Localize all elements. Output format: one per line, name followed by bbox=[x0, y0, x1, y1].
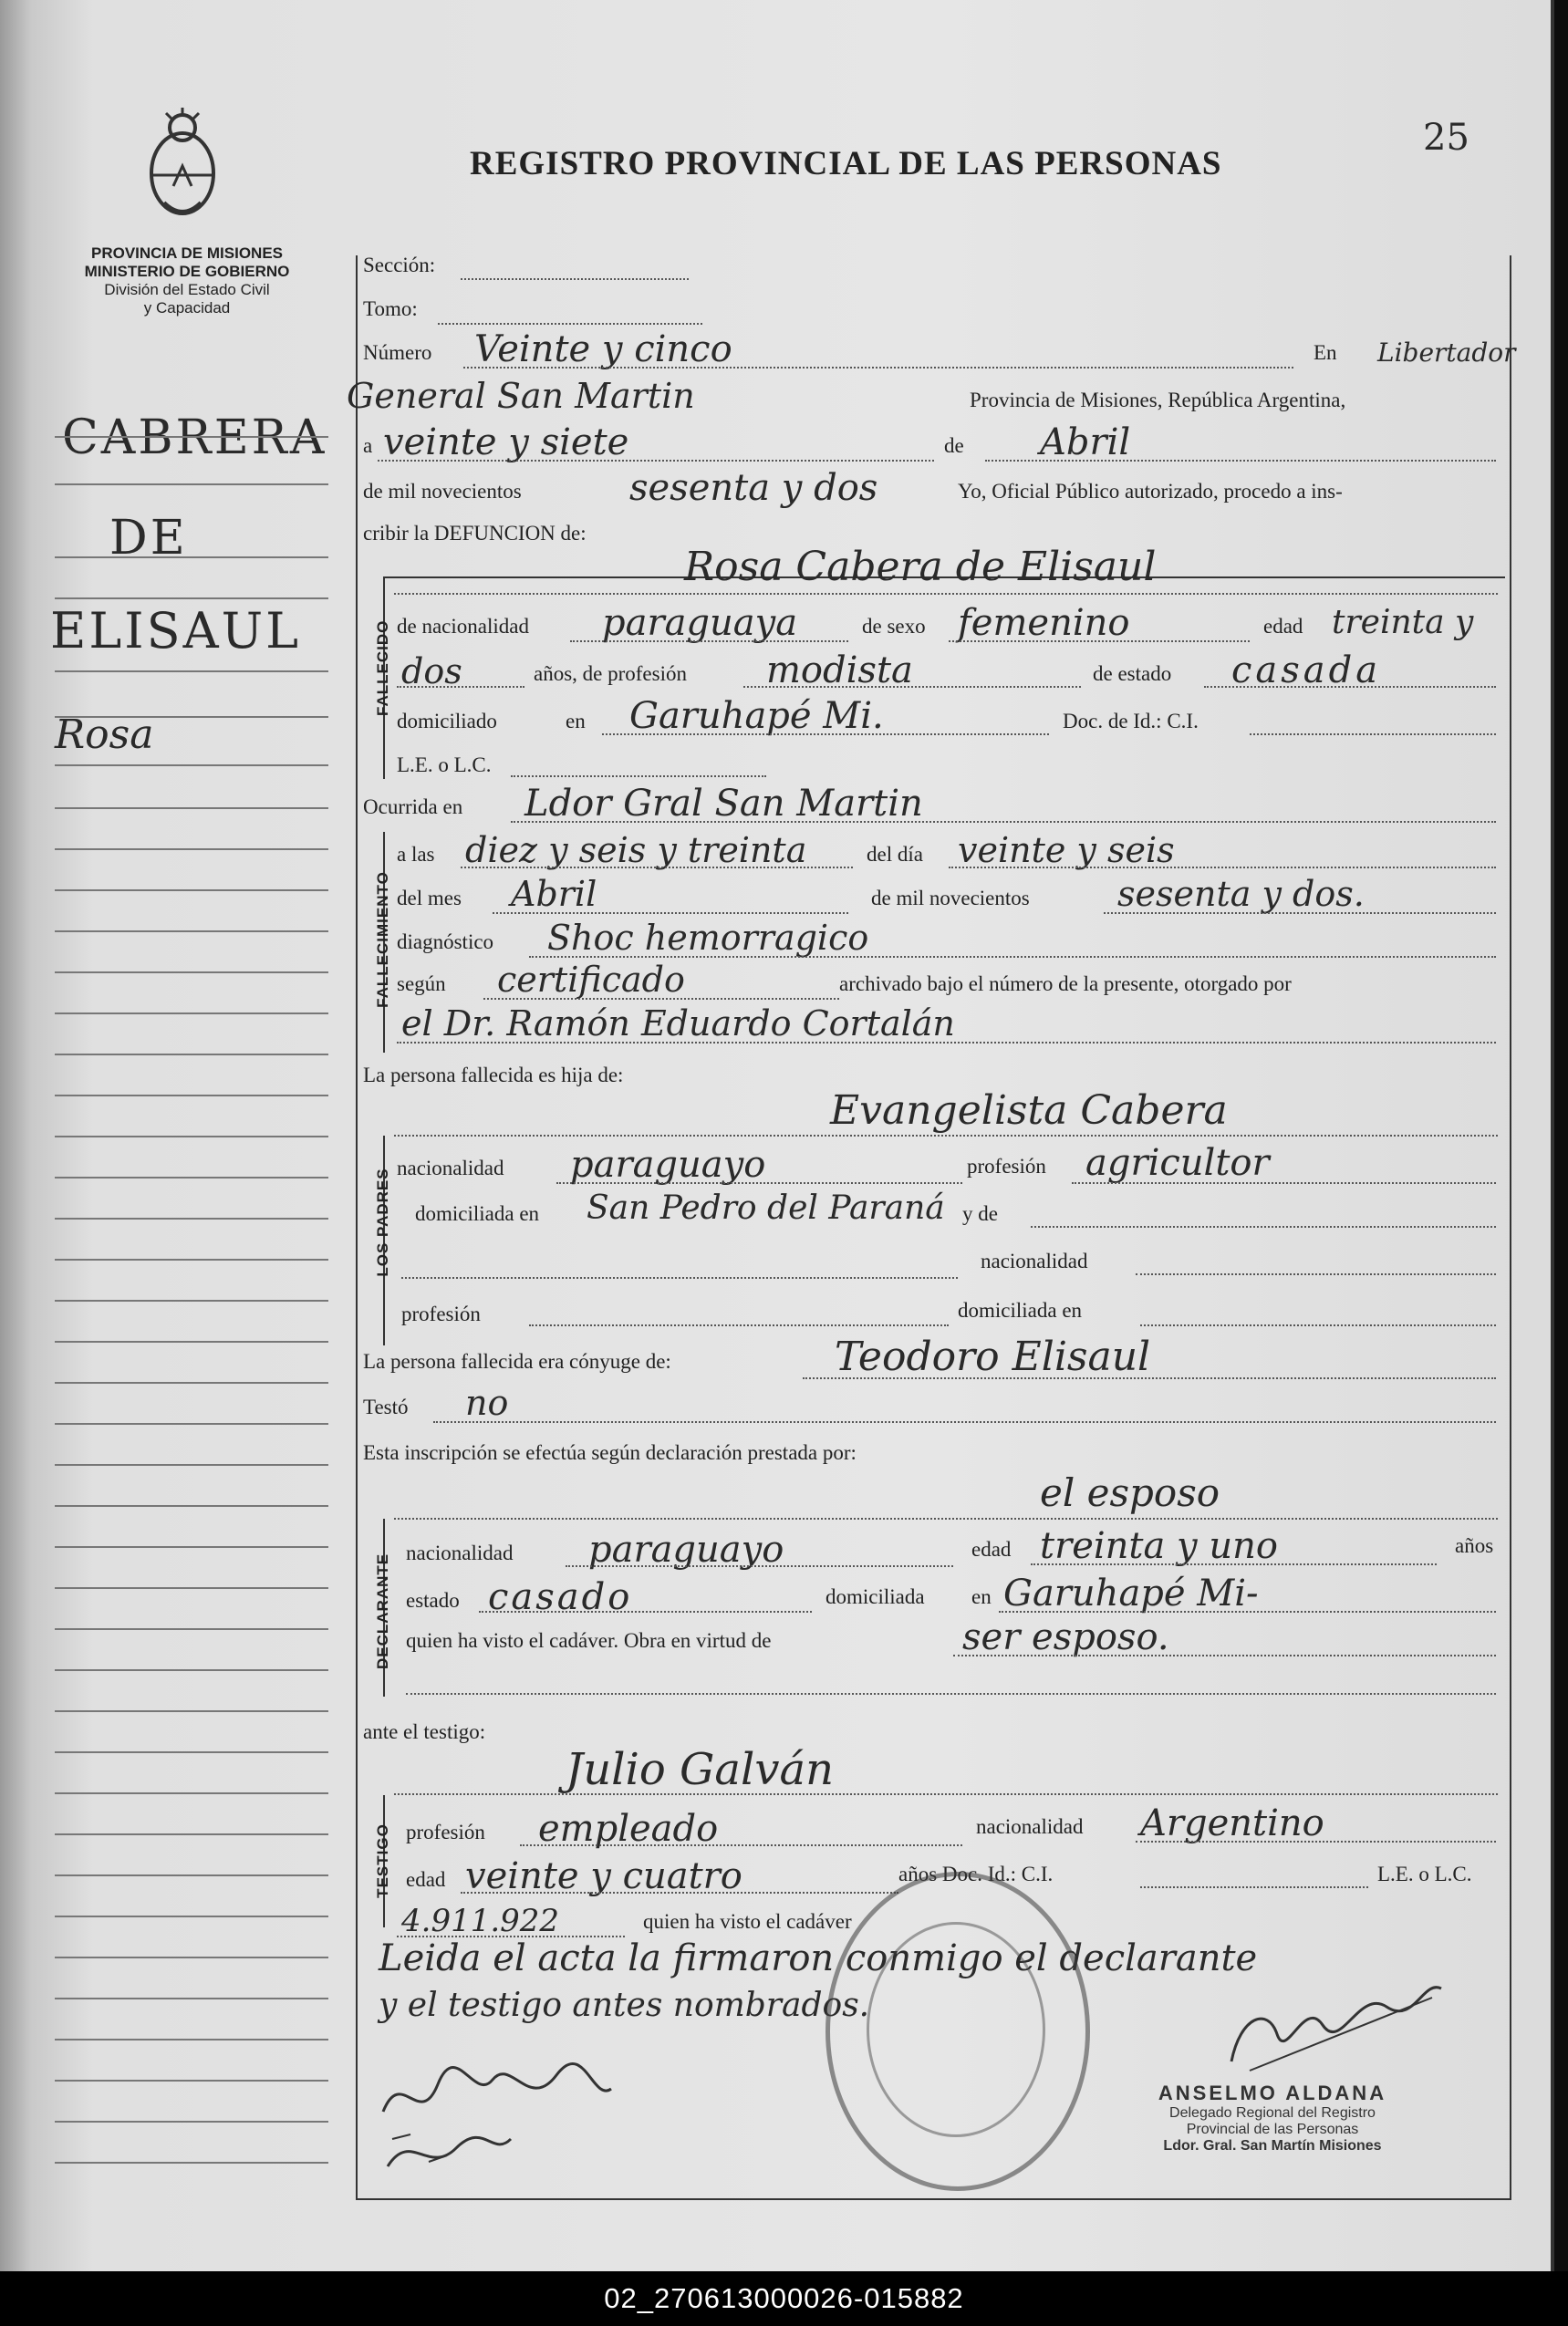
declarante-domiciliada-label: domiciliada bbox=[826, 1585, 925, 1608]
nacionalidad-line bbox=[570, 640, 848, 642]
hora-value: diez y seis y treinta bbox=[465, 830, 807, 870]
nacionalidad-label: de nacionalidad bbox=[397, 615, 529, 638]
testigo-nacionalidad-value: Argentino bbox=[1140, 1802, 1324, 1844]
en-label: En bbox=[1314, 341, 1337, 364]
declarante-edad-line bbox=[1031, 1563, 1437, 1565]
medico-value: el Dr. Ramón Eduardo Cortalán bbox=[401, 1003, 955, 1044]
estado-line bbox=[1204, 686, 1496, 688]
form-bottom-border bbox=[356, 2198, 1511, 2200]
seccion-line bbox=[461, 278, 689, 280]
margin-surname-3: ELISAUL bbox=[50, 602, 301, 659]
tomo-label: Tomo: bbox=[363, 297, 418, 320]
testigo-edad-line bbox=[461, 1892, 898, 1894]
margin-surname-1: CABRERA bbox=[62, 410, 327, 465]
declarante-line bbox=[394, 1518, 1498, 1520]
padres-profesion2-label: profesión bbox=[401, 1303, 481, 1325]
le-line bbox=[511, 775, 766, 777]
declarante-extra-line bbox=[406, 1693, 1496, 1695]
mes-line bbox=[493, 912, 848, 914]
declarante-nacionalidad-line bbox=[566, 1565, 953, 1567]
domicilio-value: Garuhapé Mi. bbox=[629, 695, 884, 737]
padres-nacionalidad2-line bbox=[1136, 1273, 1496, 1275]
day-value: veinte y siete bbox=[383, 421, 629, 463]
seccion-label: Sección: bbox=[363, 254, 436, 276]
fallecido-name-line bbox=[394, 593, 1498, 595]
padres-profesion2-line bbox=[529, 1324, 949, 1326]
inscribir-text: cribir la DEFUNCION de: bbox=[363, 522, 587, 545]
le-label: L.E. o L.C. bbox=[397, 753, 492, 776]
edad-value-1: treinta y bbox=[1332, 604, 1474, 641]
padres-profesion-line bbox=[1072, 1182, 1496, 1184]
domiciliado-label: domiciliado bbox=[397, 710, 497, 732]
declarante-estado-label: estado bbox=[406, 1589, 460, 1612]
conyuge-line bbox=[803, 1377, 1496, 1379]
dia-label: del día bbox=[867, 843, 923, 866]
diagnostico-line bbox=[529, 956, 1496, 958]
fallecido-section-label: FALLECIDO bbox=[374, 619, 391, 716]
sexo-value: femenino bbox=[958, 602, 1130, 644]
margin-surname-2: DE bbox=[109, 511, 188, 566]
month-line bbox=[985, 460, 1496, 462]
numero-value: Veinte y cinco bbox=[474, 328, 732, 370]
declarante-visto-text: quien ha visto el cadáver. Obra en virtud de bbox=[406, 1629, 772, 1652]
declarante-estado-value: casado bbox=[488, 1576, 633, 1618]
hora-label: a las bbox=[397, 843, 435, 866]
padre-value: Evangelista Cabera bbox=[830, 1087, 1228, 1134]
domiciliado-en: en bbox=[566, 710, 586, 732]
year-value: sesenta y dos bbox=[629, 467, 878, 509]
yo-text: Yo, Oficial Público autorizado, procedo a ins- bbox=[958, 480, 1343, 503]
profesion-label: años, de profesión bbox=[534, 662, 687, 685]
profesion-value: modista bbox=[766, 649, 913, 691]
testo-value: no bbox=[465, 1383, 509, 1423]
office-line-2: MINISTERIO DE GOBIERNO bbox=[84, 263, 290, 280]
padres-domiciliada-label: domiciliada en bbox=[415, 1202, 540, 1225]
image-caption: 02_270613000026-015882 bbox=[0, 2271, 1568, 2326]
hora-line bbox=[461, 867, 853, 868]
anio-value: sesenta y dos. bbox=[1117, 874, 1365, 914]
declarante-edad-label: edad bbox=[971, 1538, 1012, 1561]
testigo-le-label: L.E. o L.C. bbox=[1377, 1863, 1472, 1885]
testigo-nacionalidad-line bbox=[1136, 1841, 1496, 1843]
ocurrida-label: Ocurrida en bbox=[363, 795, 463, 818]
official-title-2: Provincial de las Personas bbox=[1186, 2122, 1359, 2137]
numero-line bbox=[463, 367, 1293, 369]
padres-domiciliada2-line bbox=[1140, 1324, 1496, 1326]
padres-profesion-value: agricultor bbox=[1085, 1142, 1270, 1184]
anio-line bbox=[1104, 912, 1496, 914]
testigo-name-line bbox=[394, 1793, 1498, 1795]
declarante-domiciliada-en: en bbox=[971, 1585, 992, 1608]
testigo-profesion-line bbox=[520, 1844, 962, 1846]
testigo-edad-value: veinte y cuatro bbox=[465, 1855, 742, 1897]
archivado-text: archivado bajo el número de la presente, otorgado por bbox=[839, 972, 1292, 995]
office-block bbox=[50, 244, 324, 317]
testo-label: Testó bbox=[363, 1396, 409, 1418]
padres-nacionalidad-line bbox=[556, 1182, 962, 1184]
sexo-line bbox=[949, 640, 1250, 642]
mes-value: Abril bbox=[511, 874, 597, 914]
en-value: Libertador bbox=[1377, 337, 1516, 368]
testigo-name: Julio Galván bbox=[566, 1744, 834, 1795]
official-name: ANSELMO ALDANA bbox=[1158, 2082, 1387, 2104]
a-label: a bbox=[363, 434, 373, 457]
hija-text: La persona fallecida es hija de: bbox=[363, 1064, 624, 1086]
de-label: de bbox=[944, 434, 964, 457]
doc-line bbox=[1250, 733, 1496, 735]
edad-value-2: dos bbox=[401, 651, 462, 691]
declarante-anos-label: años bbox=[1455, 1534, 1494, 1557]
page-title: REGISTRO PROVINCIAL DE LAS PERSONAS bbox=[470, 145, 1222, 182]
edad-label: edad bbox=[1263, 615, 1303, 638]
edad-line-2 bbox=[397, 686, 524, 688]
testigo-doc-label: años Doc. Id.: C.I. bbox=[898, 1863, 1054, 1885]
madre-line bbox=[1031, 1226, 1496, 1228]
padres-nacionalidad2-label: nacionalidad bbox=[981, 1250, 1088, 1272]
declarante-virtud-line bbox=[953, 1655, 1496, 1656]
declarante-virtud-value: ser esposo. bbox=[962, 1616, 1169, 1658]
leida-text-2: y el testigo antes nombrados. bbox=[379, 1987, 870, 2024]
leida-text: Leida el acta la firmaron conmigo el declarante bbox=[379, 1937, 1258, 1979]
segun-value: certificado bbox=[497, 960, 685, 1000]
testigo-edad-label: edad bbox=[406, 1868, 446, 1891]
estado-value: casada bbox=[1231, 649, 1382, 691]
declarante-nacionalidad-label: nacionalidad bbox=[406, 1542, 514, 1564]
declarante-estado-line bbox=[479, 1611, 812, 1613]
padre-line bbox=[394, 1135, 1498, 1137]
sexo-label: de sexo bbox=[862, 615, 926, 638]
office-line-3: División del Estado Civil bbox=[104, 281, 270, 298]
official-block bbox=[1090, 2082, 1455, 2155]
mes-label: del mes bbox=[397, 887, 462, 909]
declarante-nacionalidad-value: paraguayo bbox=[588, 1529, 784, 1571]
diagnostico-label: diagnóstico bbox=[397, 930, 494, 953]
dia-line bbox=[949, 867, 1496, 868]
official-signature bbox=[1213, 1961, 1450, 2080]
day-line bbox=[378, 460, 934, 462]
fallecimiento-section-label: FALLECIMIENTO bbox=[374, 871, 391, 1008]
conyuge-value: Teodoro Elisaul bbox=[835, 1334, 1151, 1380]
dia-value: veinte y seis bbox=[958, 830, 1175, 870]
inscripcion-text: Esta inscripción se efectúa según declaración prestada por: bbox=[363, 1441, 857, 1464]
doc-label: Doc. de Id.: C.I. bbox=[1063, 710, 1199, 732]
office-line-4: y Capacidad bbox=[143, 299, 231, 317]
year-label: de mil novecientos bbox=[363, 480, 522, 503]
declarante-edad-value: treinta y uno bbox=[1040, 1525, 1278, 1567]
form-left-border bbox=[356, 255, 358, 2198]
ocurrida-value: Ldor Gral San Martin bbox=[524, 783, 923, 825]
testigo-section-label: TESTIGO bbox=[374, 1823, 391, 1898]
argentine-coat-of-arms-icon bbox=[137, 102, 228, 230]
testigo-doc-number: 4.911.922 bbox=[401, 1903, 560, 1939]
padres-nacionalidad-label: nacionalidad bbox=[397, 1157, 504, 1179]
declarante-value: el esposo bbox=[1040, 1470, 1220, 1515]
declarante-domicilio-line bbox=[999, 1611, 1496, 1613]
official-title-3: Ldor. Gral. San Martín Misiones bbox=[1163, 2138, 1382, 2154]
month-value: Abril bbox=[1040, 421, 1131, 463]
domicilio-line bbox=[602, 733, 1049, 735]
padres-section-label: LOS PADRES bbox=[374, 1168, 391, 1277]
official-seal-inner-ring bbox=[867, 1922, 1045, 2137]
tomo-line bbox=[438, 323, 702, 325]
segun-line bbox=[483, 998, 839, 1000]
padres-domicilio-value: San Pedro del Paraná bbox=[587, 1189, 945, 1227]
madre-line-2 bbox=[401, 1277, 958, 1279]
ocurrida-line bbox=[511, 821, 1496, 823]
medico-line bbox=[397, 1042, 1496, 1044]
page-number: 25 bbox=[1423, 117, 1469, 159]
testigo-profesion-label: profesión bbox=[406, 1821, 485, 1843]
padres-y-de-label: y de bbox=[962, 1202, 998, 1225]
ante-text: ante el testigo: bbox=[363, 1720, 486, 1743]
official-seal-stamp bbox=[826, 1872, 1090, 2191]
mil-label: de mil novecientos bbox=[871, 887, 1030, 909]
testigo-visto-text: quien ha visto el cadáver bbox=[643, 1910, 852, 1933]
declarante-signature bbox=[374, 2048, 629, 2185]
diagnostico-value: Shoc hemorragico bbox=[547, 918, 869, 958]
numero-label: Número bbox=[363, 341, 432, 364]
padres-domiciliada2-label: domiciliada en bbox=[958, 1299, 1083, 1322]
place-value: General San Martin bbox=[347, 376, 695, 416]
testo-line bbox=[433, 1421, 1496, 1423]
official-title-1: Delegado Regional del Registro bbox=[1169, 2105, 1376, 2121]
nacionalidad-value: paraguaya bbox=[602, 602, 798, 644]
estado-label: de estado bbox=[1093, 662, 1172, 685]
conyuge-text: La persona fallecida era cónyuge de: bbox=[363, 1350, 671, 1373]
segun-label: según bbox=[397, 972, 446, 995]
testigo-doc-line bbox=[1140, 1886, 1368, 1888]
provincia-text: Provincia de Misiones, República Argentina, bbox=[970, 389, 1346, 411]
padres-nacionalidad-value: paraguayo bbox=[570, 1144, 766, 1186]
office-line-1: PROVINCIA DE MISIONES bbox=[90, 244, 283, 262]
testigo-profesion-value: empleado bbox=[538, 1808, 719, 1850]
margin-given-name: Rosa bbox=[55, 711, 154, 758]
testigo-nacionalidad-label: nacionalidad bbox=[976, 1815, 1084, 1838]
padres-profesion-label: profesión bbox=[967, 1155, 1046, 1178]
declarante-domicilio-value: Garuhapé Mi- bbox=[1003, 1573, 1259, 1615]
declarante-section-label: DECLARANTE bbox=[374, 1552, 391, 1669]
profesion-line bbox=[743, 686, 1081, 688]
form-right-border bbox=[1510, 255, 1511, 2198]
fallecido-name: Rosa Cabera de Elisaul bbox=[684, 544, 1157, 590]
